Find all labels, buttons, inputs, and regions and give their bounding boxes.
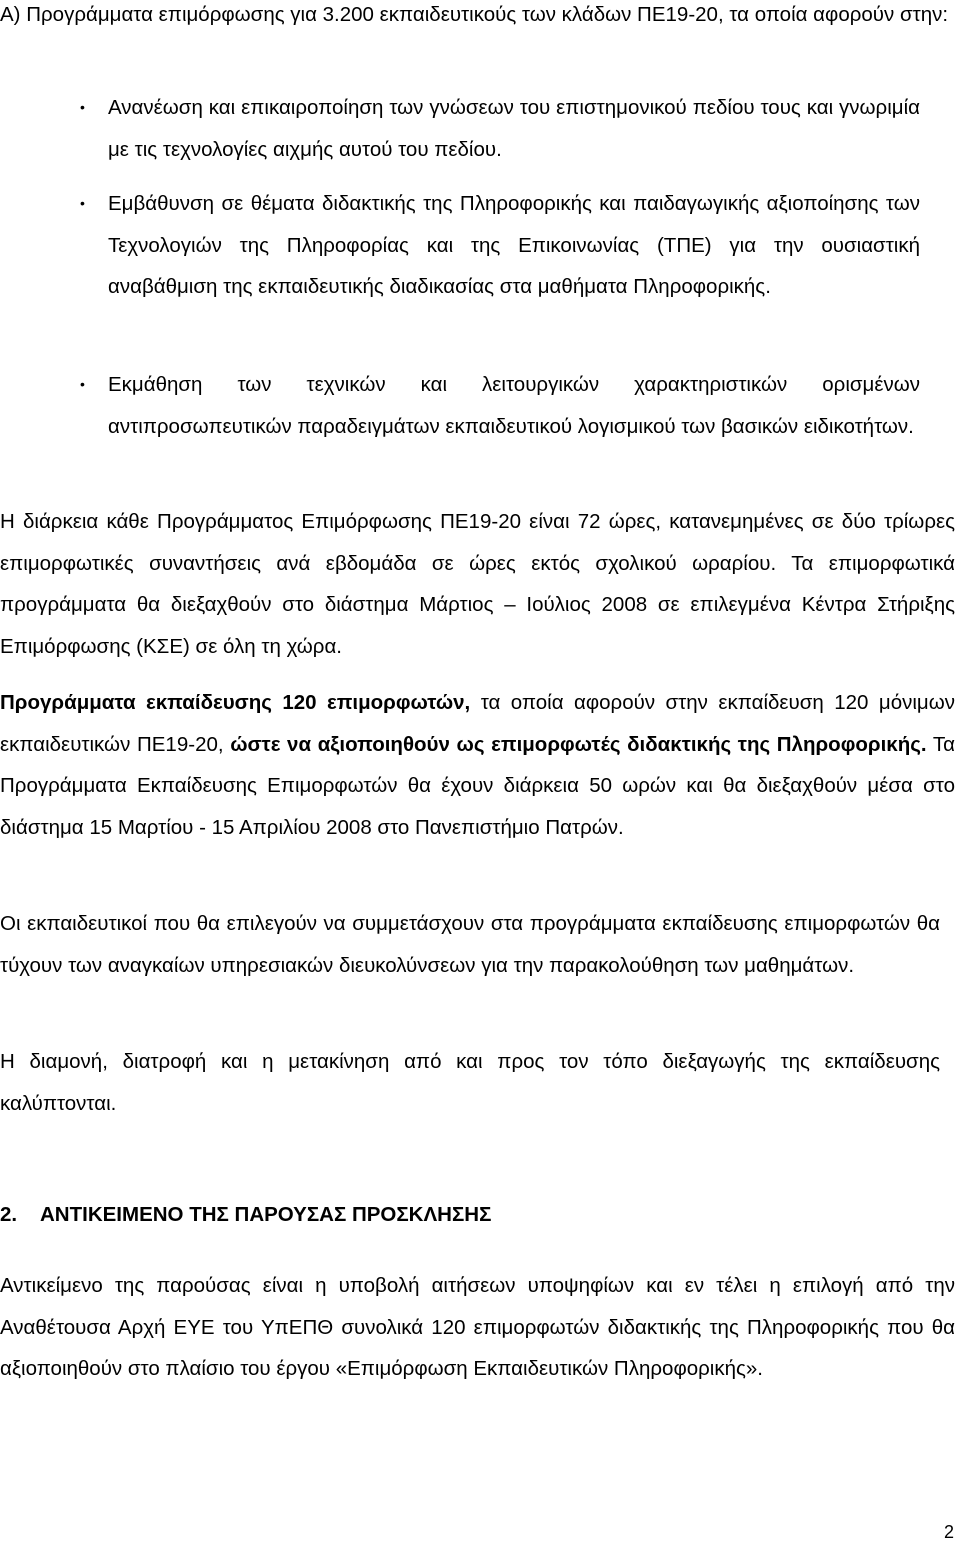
intro-paragraph: Α) Προγράμματα επιμόρφωσης για 3.200 εκπαιδευτικούς των κλάδων ΠΕ19-20, τα οποία αφορούν στην: (0, 3, 949, 26)
list-item-text: Ανανέωση και επικαιροποίηση των γνώσεων του επιστημονικού πεδίου τους και γνωριμία με τις τεχνολογίες αιχμής αυτού του πεδίου. (108, 96, 920, 161)
bullet-icon: • (80, 195, 85, 211)
bullet-icon: • (80, 99, 85, 115)
object-paragraph: Αντικείμενο της παρούσας είναι η υποβολή αιτήσεων υποψηφίων και εν τέλει η επιλογή από την Αναθέτουσα Αρχή ΕΥΕ του ΥπΕΠΘ συνολικά 120 επιμορφωτών διδακτικής της Πληροφορικής που θα αξιοποιηθούν στο πλαίσιο του έργου «Επιμόρφωση Εκπαιδευτικών Πληροφορικής». (0, 1274, 955, 1380)
training-bold-mid: ώστε να αξιοποιηθούν ως επιμορφωτές διδακτικής της Πληροφορικής. (230, 732, 927, 756)
section-title: ΑΝΤΙΚΕΙΜΕΝΟ ΤΗΣ ΠΑΡΟΥΣΑΣ ΠΡΟΣΚΛΗΣΗΣ (40, 1203, 492, 1226)
selected-paragraph: Οι εκπαιδευτικοί που θα επιλεγούν να συμμετάσχουν στα προγράμματα εκπαίδευσης επιμορφωτών θα τύχουν των αναγκαίων υπηρεσιακών διευκολύνσεων για την παρακολούθηση των μαθημάτων. (0, 912, 940, 977)
training-end: Τα Προγράμματα Εκπαίδευσης Επιμορφωτών θα έχουν διάρκεια 50 ωρών και θα διεξαχθούν μέσα στο διάστημα 15 Μαρτίου - 15 Απριλίου 2008 στο Πανεπιστήμιο Πατρών. (0, 732, 955, 839)
accommodation-paragraph: Η διαμονή, διατροφή και η μετακίνηση από και προς τον τόπο διεξαγωγής της εκπαίδευσης καλύπτονται. (0, 1050, 940, 1115)
section-number: 2. (0, 1203, 18, 1226)
page-number: 2 (943, 1522, 954, 1542)
duration-paragraph: Η διάρκεια κάθε Προγράμματος Επιμόρφωσης ΠΕ19-20 είναι 72 ώρες, κατανεμημένες σε δύο τρίωρες επιμορφωτικές συναντήσεις ανά εβδομάδα σε ώρες εκτός σχολικού ωραρίου. Τα επιμορφωτικά προγράμματα θα διεξαχθούν στο διάστημα Μάρτιος – Ιούλιος 2008 σε επιλεγμένα Κέντρα Στήριξης Επιμόρφωσης (ΚΣΕ) σε όλη τη χώρα. (0, 510, 955, 658)
bullet-icon: • (80, 376, 85, 392)
list-item-text: Εκμάθηση των τεχνικών και λειτουργικών χαρακτηριστικών ορισμένων αντιπροσωπευτικών παραδειγμάτων εκπαιδευτικού λογισμικού των βασικών ειδικοτήτων. (108, 373, 920, 438)
list-item-text: Εμβάθυνση σε θέματα διδακτικής της Πληροφορικής και παιδαγωγικής αξιοποίησης των Τεχνολογιών της Πληροφορίας και της Επικοινωνίας (ΤΠΕ) για την ουσιαστική αναβάθμιση της εκπαιδευτικής διαδικασίας στα μαθήματα Πληροφορικής. (108, 192, 920, 298)
section-heading (0, 1200, 17, 1230)
training-mid: τα οποία αφορούν στην εκπαίδευση 120 μόνιμων εκπαιδευτικών ΠΕ19-20, (0, 691, 955, 756)
training-paragraph (0, 682, 955, 848)
training-bold-start: Προγράμματα εκπαίδευσης 120 επιμορφωτών, (0, 691, 471, 714)
